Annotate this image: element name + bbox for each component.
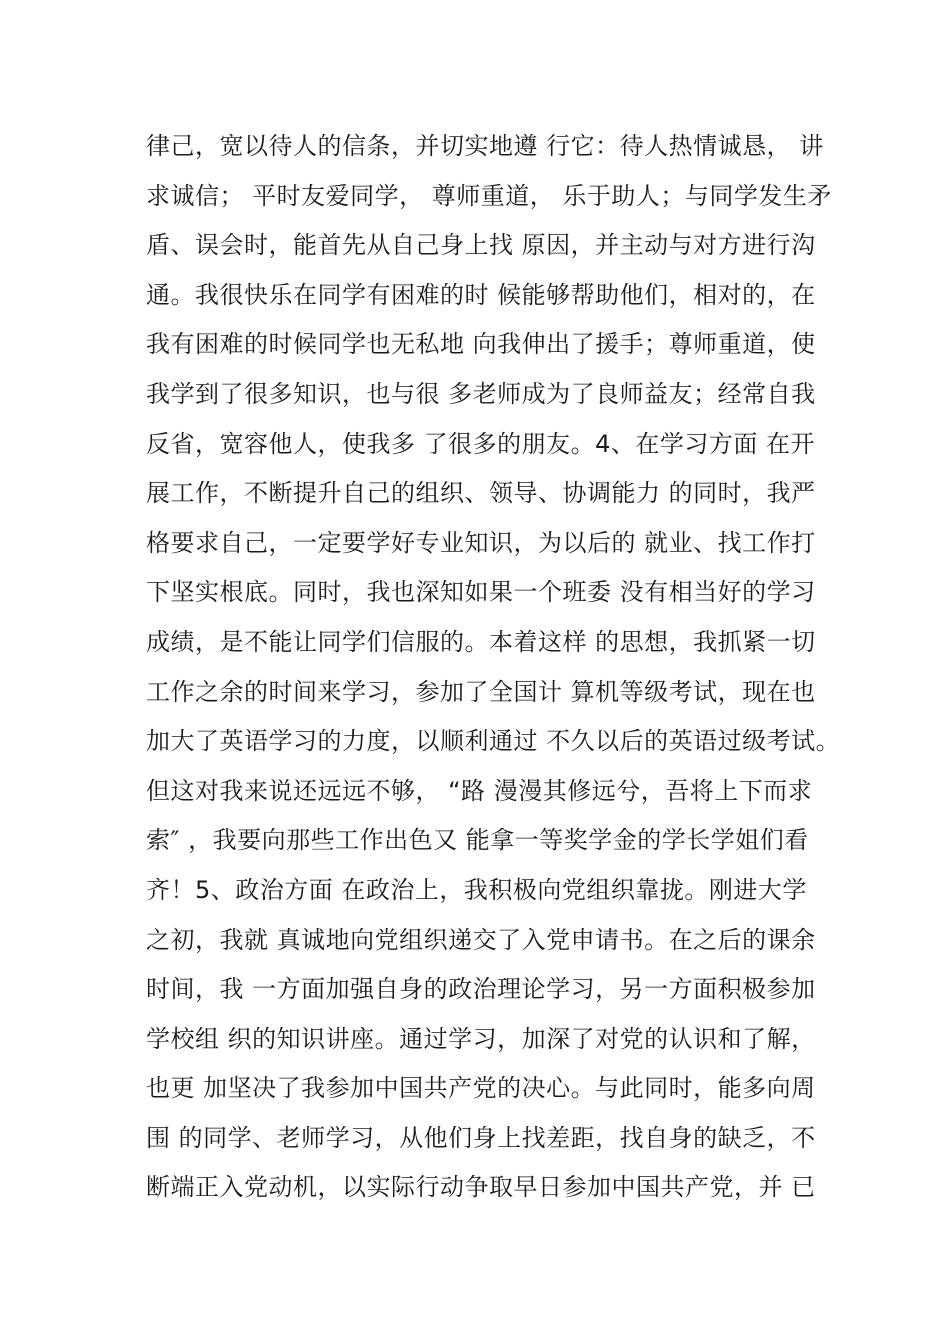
text-line: 下坚实根底。同时，我也深知如果一个班委 没有相当好的学习	[146, 578, 816, 607]
text-line: 加大了英语学习的力度，以顺利通过 不久以后的英语过级考试。	[146, 727, 841, 756]
text-line: 断端正入党动机，以实际行动争取早日参加中国共产党，并 已	[146, 1173, 816, 1202]
text-line: 成绩，是不能让同学们信服的。本着这样 的思想，我抓紧一切	[146, 627, 816, 656]
text-line: 格要求自己，一定要学好专业知识，为以后的 就业、找工作打	[146, 528, 816, 557]
text-line: 之初，我就 真诚地向党组织递交了入党申请书。在之后的课余	[146, 925, 816, 954]
text-line: 律己，宽以待人的信条，并切实地遵 行它：待人热情诚恳， 讲	[146, 132, 824, 160]
text-line: 围 的同学、老师学习，从他们身上找差距，找自身的缺乏，不	[146, 1123, 816, 1152]
text-line: 展工作，不断提升自己的组织、领导、协调能力 的同时，我严	[146, 479, 816, 508]
text-line: 学校组 织的知识讲座。通过学习，加深了对党的认识和了解，	[146, 1024, 816, 1053]
text-line: 索″ ，我要向那些工作出色又 能拿一等奖学金的学长学姐们看	[146, 826, 809, 855]
text-line: 时间，我 一方面加强自身的政治理论学习，另一方面积极参加	[146, 975, 816, 1004]
text-line: 盾、误会时，能首先从自己身上找 原因，并主动与对方进行沟	[146, 231, 816, 260]
text-line: 我学到了很多知识，也与很 多老师成为了良师益友；经常自我	[146, 379, 816, 408]
text-line: 我有困难的时候同学也无私地 向我伸出了援手；尊师重道，使	[146, 330, 816, 359]
text-line: 反省，宽容他人，使我多 了很多的朋友。4、在学习方面 在开	[146, 429, 816, 458]
text-line: 齐！5、政治方面 在政治上，我积极向党组织靠拢。刚进大学	[146, 875, 807, 904]
text-line: 工作之余的时间来学习，参加了全国计 算机等级考试，现在也	[146, 677, 816, 706]
text-line: 但这对我来说还远远不够， “路 漫漫其修远兮，吾将上下而求	[146, 776, 813, 805]
text-line: 求诚信； 平时友爱同学， 尊师重道， 乐于助人；与同学发生矛	[146, 181, 832, 210]
body-text	[146, 122, 846, 1213]
text-line: 通。我很快乐在同学有困难的时 候能够帮助他们，相对的，在	[146, 280, 816, 309]
text-line: 也更 加坚决了我参加中国共产党的决心。与此同时，能多向周	[146, 1074, 816, 1103]
